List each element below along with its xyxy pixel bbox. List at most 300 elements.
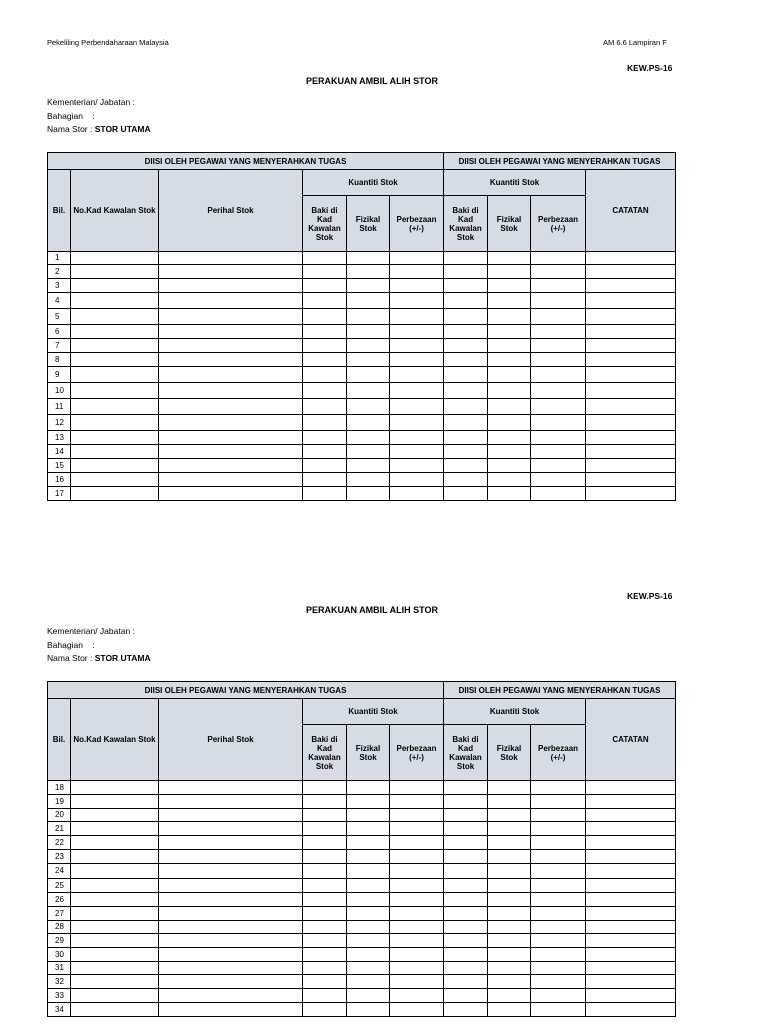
table-row bbox=[48, 864, 676, 879]
data-cell bbox=[444, 415, 488, 431]
data-cell bbox=[303, 907, 347, 921]
data-cell bbox=[303, 893, 347, 907]
row-number-text: 32 bbox=[55, 976, 64, 986]
table-row bbox=[48, 934, 676, 948]
data-cell bbox=[586, 893, 676, 907]
row-number-text: 16 bbox=[55, 474, 64, 484]
data-cell bbox=[71, 293, 159, 309]
data-cell bbox=[71, 445, 159, 459]
col-perbezaan-header-text: Perbezaan (+/-) bbox=[538, 743, 579, 762]
data-cell bbox=[444, 893, 488, 907]
col-bil-header bbox=[48, 699, 71, 781]
table-row bbox=[48, 1003, 676, 1017]
division-separator: : bbox=[92, 110, 95, 121]
form-code: KEW.PS-16 bbox=[627, 63, 673, 73]
data-cell bbox=[390, 781, 444, 795]
data-cell bbox=[159, 431, 303, 445]
data-cell bbox=[444, 822, 488, 836]
col-perihal-header bbox=[159, 170, 303, 252]
data-cell bbox=[303, 279, 347, 293]
data-cell bbox=[159, 309, 303, 325]
group-header-left-text: DIISI OLEH PEGAWAI YANG MENYERAHKAN TUGAS bbox=[144, 156, 347, 166]
data-cell bbox=[303, 431, 347, 445]
data-cell bbox=[390, 822, 444, 836]
data-cell bbox=[531, 850, 586, 864]
data-cell bbox=[390, 989, 444, 1003]
table-row bbox=[48, 293, 676, 309]
data-cell bbox=[347, 962, 390, 975]
data-cell bbox=[347, 415, 390, 431]
data-cell bbox=[444, 339, 488, 353]
data-cell bbox=[303, 459, 347, 473]
store-row bbox=[47, 652, 151, 666]
data-cell bbox=[303, 948, 347, 962]
row-number bbox=[48, 822, 71, 836]
data-cell bbox=[159, 487, 303, 501]
row-number-text: 8 bbox=[55, 354, 60, 364]
data-cell bbox=[159, 781, 303, 795]
data-cell bbox=[71, 795, 159, 809]
data-cell bbox=[390, 962, 444, 975]
data-cell bbox=[347, 879, 390, 893]
data-cell bbox=[586, 309, 676, 325]
col-perbezaan-header-text: Perbezaan (+/-) bbox=[396, 743, 437, 762]
data-cell bbox=[159, 399, 303, 415]
row-number-text: 1 bbox=[55, 253, 60, 262]
row-number bbox=[48, 367, 71, 383]
data-cell bbox=[303, 445, 347, 459]
row-number-text: 23 bbox=[55, 851, 64, 861]
data-cell bbox=[444, 850, 488, 864]
table-row bbox=[48, 893, 676, 907]
col-fizikal-header bbox=[347, 196, 390, 252]
row-number-text: 17 bbox=[55, 488, 64, 498]
data-cell bbox=[71, 367, 159, 383]
data-cell bbox=[71, 975, 159, 989]
row-number-text: 18 bbox=[55, 782, 64, 792]
data-cell bbox=[71, 850, 159, 864]
data-cell bbox=[159, 864, 303, 879]
data-cell bbox=[303, 989, 347, 1003]
data-cell bbox=[586, 948, 676, 962]
data-cell bbox=[347, 265, 390, 279]
col-baki-header-text: Baki di Kad Kawalan Stok bbox=[308, 734, 341, 771]
data-cell bbox=[71, 415, 159, 431]
data-cell bbox=[347, 325, 390, 339]
store-label: Nama Stor : bbox=[47, 653, 93, 663]
kuantiti-header-text: Kuantiti Stok bbox=[348, 178, 398, 187]
row-number bbox=[48, 353, 71, 367]
table-row bbox=[48, 399, 676, 415]
data-cell bbox=[444, 265, 488, 279]
col-kad-header-text: No.Kad Kawalan Stok bbox=[73, 206, 156, 215]
data-cell bbox=[586, 265, 676, 279]
data-cell bbox=[347, 487, 390, 501]
row-number bbox=[48, 809, 71, 822]
data-cell bbox=[71, 309, 159, 325]
row-number-text: 2 bbox=[55, 266, 60, 276]
table-row bbox=[48, 989, 676, 1003]
data-cell bbox=[531, 279, 586, 293]
data-cell bbox=[444, 879, 488, 893]
table-row bbox=[48, 487, 676, 501]
data-cell bbox=[488, 809, 531, 822]
data-cell bbox=[488, 864, 531, 879]
data-cell bbox=[347, 353, 390, 367]
data-cell bbox=[488, 383, 531, 399]
data-cell bbox=[586, 367, 676, 383]
data-cell bbox=[531, 293, 586, 309]
data-cell bbox=[444, 1003, 488, 1017]
data-cell bbox=[390, 1003, 444, 1017]
col-perbezaan-header bbox=[531, 725, 586, 781]
row-number-text: 21 bbox=[55, 823, 64, 833]
data-cell bbox=[444, 809, 488, 822]
division-label: Bahagian bbox=[47, 639, 83, 650]
data-cell bbox=[444, 431, 488, 445]
store-value: STOR UTAMA bbox=[94, 124, 151, 134]
data-cell bbox=[303, 339, 347, 353]
data-cell bbox=[71, 279, 159, 293]
row-number-text: 22 bbox=[55, 837, 64, 847]
data-cell bbox=[586, 781, 676, 795]
table-row bbox=[48, 822, 676, 836]
data-cell bbox=[159, 415, 303, 431]
stock-table bbox=[47, 681, 676, 1017]
data-cell bbox=[390, 265, 444, 279]
kuantiti-header-text: Kuantiti Stok bbox=[348, 707, 398, 716]
division-label: Bahagian bbox=[47, 110, 83, 121]
data-cell bbox=[390, 948, 444, 962]
data-cell bbox=[390, 431, 444, 445]
row-number-text: 4 bbox=[55, 295, 60, 305]
ministry-label: Kementerian/ Jabatan : bbox=[47, 97, 135, 107]
data-cell bbox=[390, 934, 444, 948]
data-cell bbox=[586, 445, 676, 459]
row-number-text: 33 bbox=[55, 990, 64, 1000]
table-row bbox=[48, 265, 676, 279]
col-bil-header-text: Bil. bbox=[52, 206, 66, 215]
data-cell bbox=[586, 293, 676, 309]
data-cell bbox=[347, 445, 390, 459]
data-cell bbox=[159, 265, 303, 279]
row-number bbox=[48, 459, 71, 473]
col-perbezaan-header bbox=[390, 725, 444, 781]
form-title: PERAKUAN AMBIL ALIH STOR bbox=[305, 76, 438, 86]
data-cell bbox=[71, 989, 159, 1003]
data-cell bbox=[390, 445, 444, 459]
data-cell bbox=[444, 445, 488, 459]
header-left: Pekeliling Perbendaharaan Malaysia bbox=[47, 38, 169, 47]
group-header-left-text: DIISI OLEH PEGAWAI YANG MENYERAHKAN TUGAS bbox=[144, 685, 347, 695]
col-kad-header-text: No.Kad Kawalan Stok bbox=[73, 735, 156, 744]
data-cell bbox=[488, 367, 531, 383]
data-cell bbox=[347, 431, 390, 445]
col-bil-header-text: Bil. bbox=[52, 735, 66, 744]
data-cell bbox=[531, 353, 586, 367]
col-fizikal-header-text: Fizikal Stok bbox=[355, 214, 381, 233]
data-cell bbox=[531, 795, 586, 809]
data-cell bbox=[444, 948, 488, 962]
data-cell bbox=[159, 325, 303, 339]
row-number-text: 25 bbox=[55, 880, 64, 890]
data-cell bbox=[159, 809, 303, 822]
col-perihal-header bbox=[159, 699, 303, 781]
col-perbezaan-header bbox=[390, 196, 444, 252]
row-number bbox=[48, 989, 71, 1003]
data-cell bbox=[488, 293, 531, 309]
data-cell bbox=[71, 339, 159, 353]
row-number bbox=[48, 893, 71, 907]
data-cell bbox=[488, 325, 531, 339]
data-cell bbox=[390, 893, 444, 907]
data-cell bbox=[303, 975, 347, 989]
row-number bbox=[48, 850, 71, 864]
data-cell bbox=[159, 339, 303, 353]
data-cell bbox=[159, 921, 303, 934]
kuantiti-header bbox=[444, 170, 586, 196]
data-cell bbox=[347, 309, 390, 325]
data-cell bbox=[444, 921, 488, 934]
col-catatan-header-text: CATATAN bbox=[612, 735, 649, 744]
col-fizikal-header-text: Fizikal Stok bbox=[355, 743, 381, 762]
data-cell bbox=[303, 836, 347, 850]
data-cell bbox=[586, 809, 676, 822]
data-cell bbox=[488, 339, 531, 353]
data-cell bbox=[488, 907, 531, 921]
row-number-text: 3 bbox=[55, 280, 60, 290]
data-cell bbox=[71, 962, 159, 975]
data-cell bbox=[531, 822, 586, 836]
data-cell bbox=[347, 850, 390, 864]
form-meta bbox=[47, 625, 151, 666]
data-cell bbox=[390, 293, 444, 309]
data-cell bbox=[390, 339, 444, 353]
data-cell bbox=[531, 252, 586, 265]
col-baki-header bbox=[303, 196, 347, 252]
table-row bbox=[48, 975, 676, 989]
table-row bbox=[48, 279, 676, 293]
group-header-left bbox=[48, 682, 444, 699]
data-cell bbox=[444, 795, 488, 809]
data-cell bbox=[586, 459, 676, 473]
data-cell bbox=[531, 864, 586, 879]
division-row bbox=[47, 110, 151, 124]
data-cell bbox=[444, 907, 488, 921]
data-cell bbox=[159, 252, 303, 265]
kuantiti-header bbox=[303, 170, 444, 196]
col-fizikal-header-text: Fizikal Stok bbox=[496, 214, 522, 233]
row-number bbox=[48, 399, 71, 415]
data-cell bbox=[390, 325, 444, 339]
table-row bbox=[48, 781, 676, 795]
row-number-text: 27 bbox=[55, 908, 64, 918]
table-row bbox=[48, 907, 676, 921]
data-cell bbox=[347, 893, 390, 907]
data-cell bbox=[303, 795, 347, 809]
data-cell bbox=[347, 459, 390, 473]
col-baki-header bbox=[444, 725, 488, 781]
data-cell bbox=[303, 473, 347, 487]
data-cell bbox=[488, 893, 531, 907]
row-number bbox=[48, 431, 71, 445]
data-cell bbox=[159, 948, 303, 962]
data-cell bbox=[444, 367, 488, 383]
data-cell bbox=[488, 309, 531, 325]
data-cell bbox=[586, 487, 676, 501]
data-cell bbox=[390, 921, 444, 934]
data-cell bbox=[488, 822, 531, 836]
data-cell bbox=[586, 473, 676, 487]
data-cell bbox=[444, 325, 488, 339]
row-number bbox=[48, 339, 71, 353]
data-cell bbox=[531, 487, 586, 501]
data-cell bbox=[303, 962, 347, 975]
data-cell bbox=[159, 293, 303, 309]
row-number-text: 34 bbox=[55, 1004, 64, 1014]
row-number bbox=[48, 795, 71, 809]
data-cell bbox=[586, 934, 676, 948]
table-row bbox=[48, 445, 676, 459]
data-cell bbox=[488, 989, 531, 1003]
table-row bbox=[48, 948, 676, 962]
data-cell bbox=[444, 383, 488, 399]
data-cell bbox=[444, 487, 488, 501]
form-title: PERAKUAN AMBIL ALIH STOR bbox=[305, 605, 438, 615]
data-cell bbox=[303, 809, 347, 822]
data-cell bbox=[303, 921, 347, 934]
data-cell bbox=[303, 383, 347, 399]
data-cell bbox=[444, 353, 488, 367]
data-cell bbox=[488, 850, 531, 864]
data-cell bbox=[586, 989, 676, 1003]
data-cell bbox=[390, 399, 444, 415]
data-cell bbox=[586, 339, 676, 353]
data-cell bbox=[71, 836, 159, 850]
data-cell bbox=[347, 252, 390, 265]
data-cell bbox=[303, 781, 347, 795]
data-cell bbox=[586, 850, 676, 864]
division-row bbox=[47, 639, 151, 653]
data-cell bbox=[303, 822, 347, 836]
data-cell bbox=[488, 399, 531, 415]
data-cell bbox=[159, 353, 303, 367]
data-cell bbox=[159, 893, 303, 907]
store-value: STOR UTAMA bbox=[94, 653, 151, 663]
table-row bbox=[48, 809, 676, 822]
row-number-text: 31 bbox=[55, 963, 64, 972]
data-cell bbox=[303, 934, 347, 948]
data-cell bbox=[159, 1003, 303, 1017]
data-cell bbox=[444, 975, 488, 989]
col-perbezaan-header-text: Perbezaan (+/-) bbox=[396, 214, 437, 233]
table-row bbox=[48, 850, 676, 864]
col-baki-header bbox=[444, 196, 488, 252]
data-cell bbox=[586, 325, 676, 339]
col-catatan-header bbox=[586, 699, 676, 781]
data-cell bbox=[159, 795, 303, 809]
row-number bbox=[48, 473, 71, 487]
data-cell bbox=[586, 279, 676, 293]
row-number-text: 12 bbox=[55, 417, 64, 427]
data-cell bbox=[71, 383, 159, 399]
data-cell bbox=[390, 864, 444, 879]
row-number bbox=[48, 445, 71, 459]
data-cell bbox=[390, 383, 444, 399]
row-number-text: 24 bbox=[55, 866, 64, 875]
data-cell bbox=[531, 473, 586, 487]
row-number bbox=[48, 1003, 71, 1017]
data-cell bbox=[303, 353, 347, 367]
table-row bbox=[48, 339, 676, 353]
data-cell bbox=[390, 473, 444, 487]
data-cell bbox=[531, 309, 586, 325]
data-cell bbox=[488, 459, 531, 473]
table-row bbox=[48, 353, 676, 367]
row-number-text: 11 bbox=[55, 401, 64, 411]
data-cell bbox=[347, 1003, 390, 1017]
data-cell bbox=[390, 279, 444, 293]
col-fizikal-header-text: Fizikal Stok bbox=[496, 743, 522, 762]
data-cell bbox=[586, 795, 676, 809]
data-cell bbox=[347, 864, 390, 879]
data-cell bbox=[586, 399, 676, 415]
store-row bbox=[47, 123, 151, 137]
data-cell bbox=[488, 975, 531, 989]
data-cell bbox=[586, 962, 676, 975]
data-cell bbox=[159, 445, 303, 459]
group-header-right bbox=[444, 153, 676, 170]
data-cell bbox=[531, 934, 586, 948]
row-number bbox=[48, 781, 71, 795]
row-number-text: 7 bbox=[55, 340, 60, 350]
row-number-text: 28 bbox=[55, 922, 64, 931]
data-cell bbox=[303, 293, 347, 309]
store-label: Nama Stor : bbox=[47, 124, 93, 134]
data-cell bbox=[488, 781, 531, 795]
data-cell bbox=[71, 948, 159, 962]
table-row bbox=[48, 459, 676, 473]
data-cell bbox=[586, 836, 676, 850]
data-cell bbox=[531, 921, 586, 934]
table-row bbox=[48, 473, 676, 487]
data-cell bbox=[71, 431, 159, 445]
data-cell bbox=[488, 1003, 531, 1017]
data-cell bbox=[303, 309, 347, 325]
data-cell bbox=[347, 399, 390, 415]
table-row bbox=[48, 325, 676, 339]
row-number-text: 14 bbox=[55, 446, 64, 456]
row-number bbox=[48, 415, 71, 431]
data-cell bbox=[531, 962, 586, 975]
data-cell bbox=[531, 339, 586, 353]
data-cell bbox=[159, 975, 303, 989]
data-cell bbox=[531, 907, 586, 921]
data-cell bbox=[303, 252, 347, 265]
data-cell bbox=[531, 836, 586, 850]
group-header-right-text: DIISI OLEH PEGAWAI YANG MENYERAHKAN TUGAS bbox=[458, 156, 661, 166]
col-kad-header bbox=[71, 699, 159, 781]
data-cell bbox=[444, 459, 488, 473]
data-cell bbox=[71, 325, 159, 339]
data-cell bbox=[488, 934, 531, 948]
row-number bbox=[48, 962, 71, 975]
data-cell bbox=[303, 367, 347, 383]
data-cell bbox=[586, 415, 676, 431]
data-cell bbox=[347, 293, 390, 309]
data-cell bbox=[347, 989, 390, 1003]
row-number-text: 13 bbox=[55, 432, 64, 442]
